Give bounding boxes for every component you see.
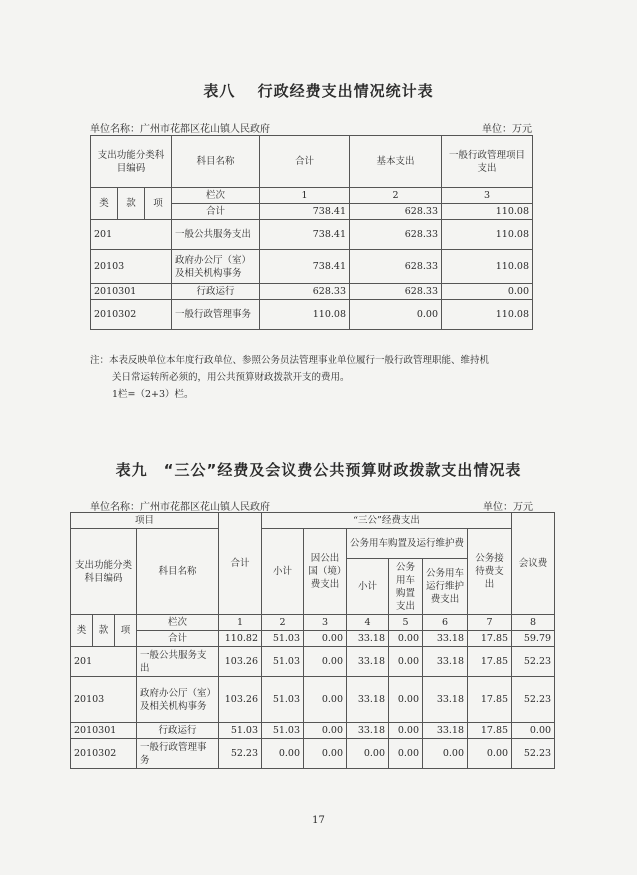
- table8-col2: 2: [350, 188, 442, 204]
- table9-cell: 51.03: [262, 631, 304, 647]
- table9-kuan: 款: [93, 615, 115, 647]
- table9-cell: 17.85: [468, 647, 512, 677]
- table9-cell: 0.00: [389, 631, 423, 647]
- table8-lanci: 栏次: [172, 188, 260, 204]
- table8-header-row: [91, 136, 533, 188]
- table9-col-num: 4: [347, 615, 389, 631]
- table8-cell: 110.08: [442, 204, 533, 220]
- note-line: 关日常运转所必须的，用公共预算财政拨款开支的费用。: [112, 372, 350, 383]
- table9-cell: 0.00: [304, 723, 347, 739]
- table-row: [71, 631, 555, 647]
- table8-total-name: 合计: [172, 204, 260, 220]
- table9-cell: 33.18: [423, 631, 468, 647]
- table9-cell: 0.00: [423, 739, 468, 769]
- table-row: [71, 723, 555, 739]
- table9-header-reception: 公务接待费支出: [468, 529, 512, 615]
- table-row: [91, 250, 533, 284]
- table9-name: 行政运行: [137, 723, 219, 739]
- table9-cell: 33.18: [347, 677, 389, 723]
- note-line: 1栏=（2+3）栏。: [112, 389, 194, 400]
- table9-lanci: 栏次: [137, 615, 219, 631]
- table9-cell: 0.00: [304, 739, 347, 769]
- table8-header-name: 科目名称: [172, 136, 260, 188]
- table9-cell: 0.00: [389, 723, 423, 739]
- table-row: [91, 300, 533, 330]
- table8-cell: 738.41: [260, 250, 350, 284]
- table9-cell: 52.23: [512, 677, 555, 723]
- table8-col3: 3: [442, 188, 533, 204]
- table8-cell: 628.33: [350, 250, 442, 284]
- table9-header-car-subtotal: 小计: [347, 559, 389, 615]
- table9-cell: 51.03: [262, 647, 304, 677]
- table8-cell: 738.41: [260, 220, 350, 250]
- table8-col1: 1: [260, 188, 350, 204]
- table9-cell: 17.85: [468, 677, 512, 723]
- table9-header-name: 科目名称: [137, 529, 219, 615]
- table8-header-basic: 基本支出: [350, 136, 442, 188]
- table9-cell: 0.00: [262, 739, 304, 769]
- table9-cell: 0.00: [389, 647, 423, 677]
- table8-header-total: 合计: [260, 136, 350, 188]
- table9-unit-org: 单位名称：广州市花都区花山镇人民政府: [90, 502, 270, 513]
- table9-cell: 33.18: [423, 677, 468, 723]
- table9-cell: 17.85: [468, 723, 512, 739]
- table9-cell: 33.18: [423, 647, 468, 677]
- table8-code: 2010301: [91, 284, 172, 300]
- table9-cell: 110.82: [219, 631, 262, 647]
- table9-xiang: 项: [115, 615, 137, 647]
- table9-cell: 0.00: [347, 739, 389, 769]
- note-line: 注：本表反映单位本年度行政单位、参照公务员法管理事业单位履行一般行政管理职能、维持机: [90, 355, 490, 366]
- table9-total-name: 合计: [137, 631, 219, 647]
- table9-col-num: 8: [512, 615, 555, 631]
- table8-code: 2010302: [91, 300, 172, 330]
- table8-code: 201: [91, 220, 172, 250]
- table8-name: 一般公共服务支出: [172, 220, 260, 250]
- table8-cell: 110.08: [442, 300, 533, 330]
- table9-col-num: 2: [262, 615, 304, 631]
- table8-code: 20103: [91, 250, 172, 284]
- table9-cell: 103.26: [219, 677, 262, 723]
- table8-cell: 110.08: [260, 300, 350, 330]
- table9-header-meeting: 会议费: [512, 513, 555, 615]
- table8: [90, 135, 533, 330]
- table9-cell: 0.00: [304, 677, 347, 723]
- table9: [70, 512, 555, 769]
- table9-code: 2010301: [71, 723, 137, 739]
- table8-cell: 0.00: [350, 300, 442, 330]
- table8-title: 表八 行政经费支出情况统计表: [203, 82, 434, 100]
- table-row: [71, 739, 555, 769]
- table9-col-num: 5: [389, 615, 423, 631]
- table9-col-num: 7: [468, 615, 512, 631]
- table9-col-num: 6: [423, 615, 468, 631]
- table9-header-car-run: 公务用车运行维护费支出: [423, 559, 468, 615]
- table9-cell: 33.18: [423, 723, 468, 739]
- table9-cell: 103.26: [219, 647, 262, 677]
- table9-name: 政府办公厅（室）及相关机构事务: [137, 677, 219, 723]
- table9-cell: 51.03: [219, 723, 262, 739]
- table9-header-car-buy: 公务用车购置支出: [389, 559, 423, 615]
- table8-kuan: 款: [118, 188, 145, 220]
- table8-header-code: 支出功能分类科目编码: [91, 136, 172, 188]
- table9-header-abroad: 因公出国（境）费支出: [304, 529, 347, 615]
- table8-lanci-row: [91, 188, 533, 204]
- table-row: [71, 647, 555, 677]
- table9-cell: 33.18: [347, 631, 389, 647]
- table8-cell: 110.08: [442, 250, 533, 284]
- table9-header-total: 合计: [219, 513, 262, 615]
- table9-cell: 0.00: [468, 739, 512, 769]
- table8-header-general: 一般行政管理项目支出: [442, 136, 533, 188]
- table8-cell: 628.33: [350, 220, 442, 250]
- table9-cell: 0.00: [512, 723, 555, 739]
- table8-name: 行政运行: [172, 284, 260, 300]
- table8-cell: 0.00: [442, 284, 533, 300]
- table9-title: 表九 “三公”经费及会议费公共预算财政拨款支出情况表: [115, 461, 522, 479]
- table8-note: [90, 352, 550, 403]
- table8-lei: 类: [91, 188, 118, 220]
- table9-cell: 17.85: [468, 631, 512, 647]
- table9-cell: 59.79: [512, 631, 555, 647]
- table9-name: 一般公共服务支出: [137, 647, 219, 677]
- table8-cell: 628.33: [260, 284, 350, 300]
- table9-lei: 类: [71, 615, 93, 647]
- table9-cell: 51.03: [262, 677, 304, 723]
- table9-cell: 52.23: [219, 739, 262, 769]
- table8-cell: 628.33: [350, 204, 442, 220]
- table9-cell: 0.00: [304, 631, 347, 647]
- table9-header-sangong: “三公”经费支出: [262, 513, 512, 529]
- table9-cell: 52.23: [512, 739, 555, 769]
- table9-header-code: 支出功能分类科目编码: [71, 529, 137, 615]
- table9-header-item: 项目: [71, 513, 219, 529]
- table8-name: 一般行政管理事务: [172, 300, 260, 330]
- table9-cell: 51.03: [262, 723, 304, 739]
- table9-cell: 0.00: [389, 677, 423, 723]
- page-number: 17: [312, 815, 325, 826]
- table9-cell: 33.18: [347, 723, 389, 739]
- table-row: [71, 677, 555, 723]
- table9-col-num: 3: [304, 615, 347, 631]
- table9-cell: 52.23: [512, 647, 555, 677]
- table9-cell: 33.18: [347, 647, 389, 677]
- table8-unit: 单位：万元: [482, 124, 532, 135]
- table9-code: 2010302: [71, 739, 137, 769]
- table9-code: 20103: [71, 677, 137, 723]
- table9-name: 一般行政管理事务: [137, 739, 219, 769]
- table9-header-car-group: 公务用车购置及运行维护费: [347, 529, 468, 559]
- table9-unit: 单位：万元: [483, 502, 533, 513]
- table9-cell: 0.00: [389, 739, 423, 769]
- table9-col-num: 1: [219, 615, 262, 631]
- table8-xiang: 项: [145, 188, 172, 220]
- table8-cell: 628.33: [350, 284, 442, 300]
- table9-code: 201: [71, 647, 137, 677]
- table9-cell: 0.00: [304, 647, 347, 677]
- table-row: [91, 220, 533, 250]
- table8-cell: 110.08: [442, 220, 533, 250]
- table9-lanci-row: [71, 615, 555, 631]
- table8-unit-org: 单位名称：广州市花都区花山镇人民政府: [90, 124, 270, 135]
- table-row: [91, 284, 533, 300]
- table9-header-subtotal: 小计: [262, 529, 304, 615]
- table8-name: 政府办公厅（室）及相关机构事务: [172, 250, 260, 284]
- table8-cell: 738.41: [260, 204, 350, 220]
